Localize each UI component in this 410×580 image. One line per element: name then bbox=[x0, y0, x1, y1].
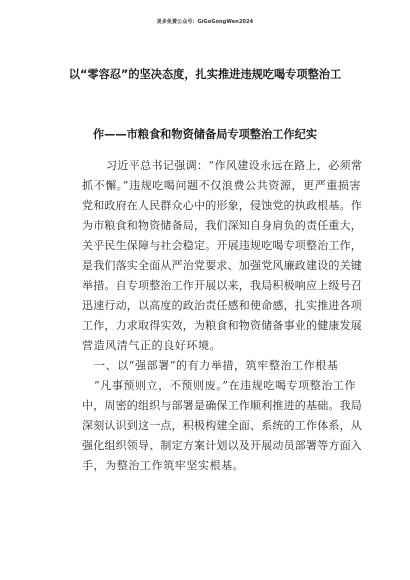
body-line: 手，为整治工作筑牢坚实根基。 bbox=[82, 459, 245, 472]
body-line: 中，周密的组织与部署是确保工作顺利推进的基础。我局 bbox=[82, 399, 362, 412]
body-line: 举措。自专项整治工作开展以来，我局积极响应上级号召 bbox=[82, 279, 362, 292]
body-line: 营造风清气正的良好环境。 bbox=[82, 339, 222, 352]
body-line: 党和政府在人民群众心中的形象，侵蚀党的执政根基。作 bbox=[82, 199, 362, 212]
body-line: 是我们落实全面从严治党要求、加强党风廉政建设的关键 bbox=[82, 259, 362, 272]
title-line-2: 作——市粮食和物资储备局专项整治工作纪实 bbox=[92, 128, 318, 141]
body-line: “凡事预则立，不预则废。”在违规吃喝专项整治工作 bbox=[94, 379, 357, 392]
body-line: 深刻认识到这一点，积极构建全面、系统的工作体系，从 bbox=[82, 419, 362, 432]
body-line: 工作，力求取得实效，为粮食和物资储备事业的健康发展 bbox=[82, 319, 362, 332]
body-line: 迅速行动，以高度的政治责任感和使命感，扎实推进各项 bbox=[82, 299, 362, 312]
body-line: 习近平总书记强调：“作风建设永远在路上，必须常 bbox=[106, 159, 363, 172]
header-note: 更多免费公众号：GiGoGongWen2024 bbox=[156, 19, 254, 25]
body-line: 关乎民生保障与社会稳定。开展违规吃喝专项整治工作， bbox=[82, 239, 362, 252]
section-heading: 一、以“强部署”的有力举措，筑牢整治工作根基 bbox=[94, 359, 339, 372]
body-line: 为市粮食和物资储备局，我们深知自身肩负的责任重大， bbox=[82, 219, 362, 232]
body-line: 强化组织领导、制定方案计划以及开展动员部署等方面入 bbox=[82, 439, 362, 452]
body-line: 抓不懈。”违规吃喝问题不仅浪费公共资源，更严重损害 bbox=[82, 179, 362, 192]
title-line-1: 以“零容忍”的坚决态度，扎实推进违规吃喝专项整治工 bbox=[68, 68, 342, 81]
